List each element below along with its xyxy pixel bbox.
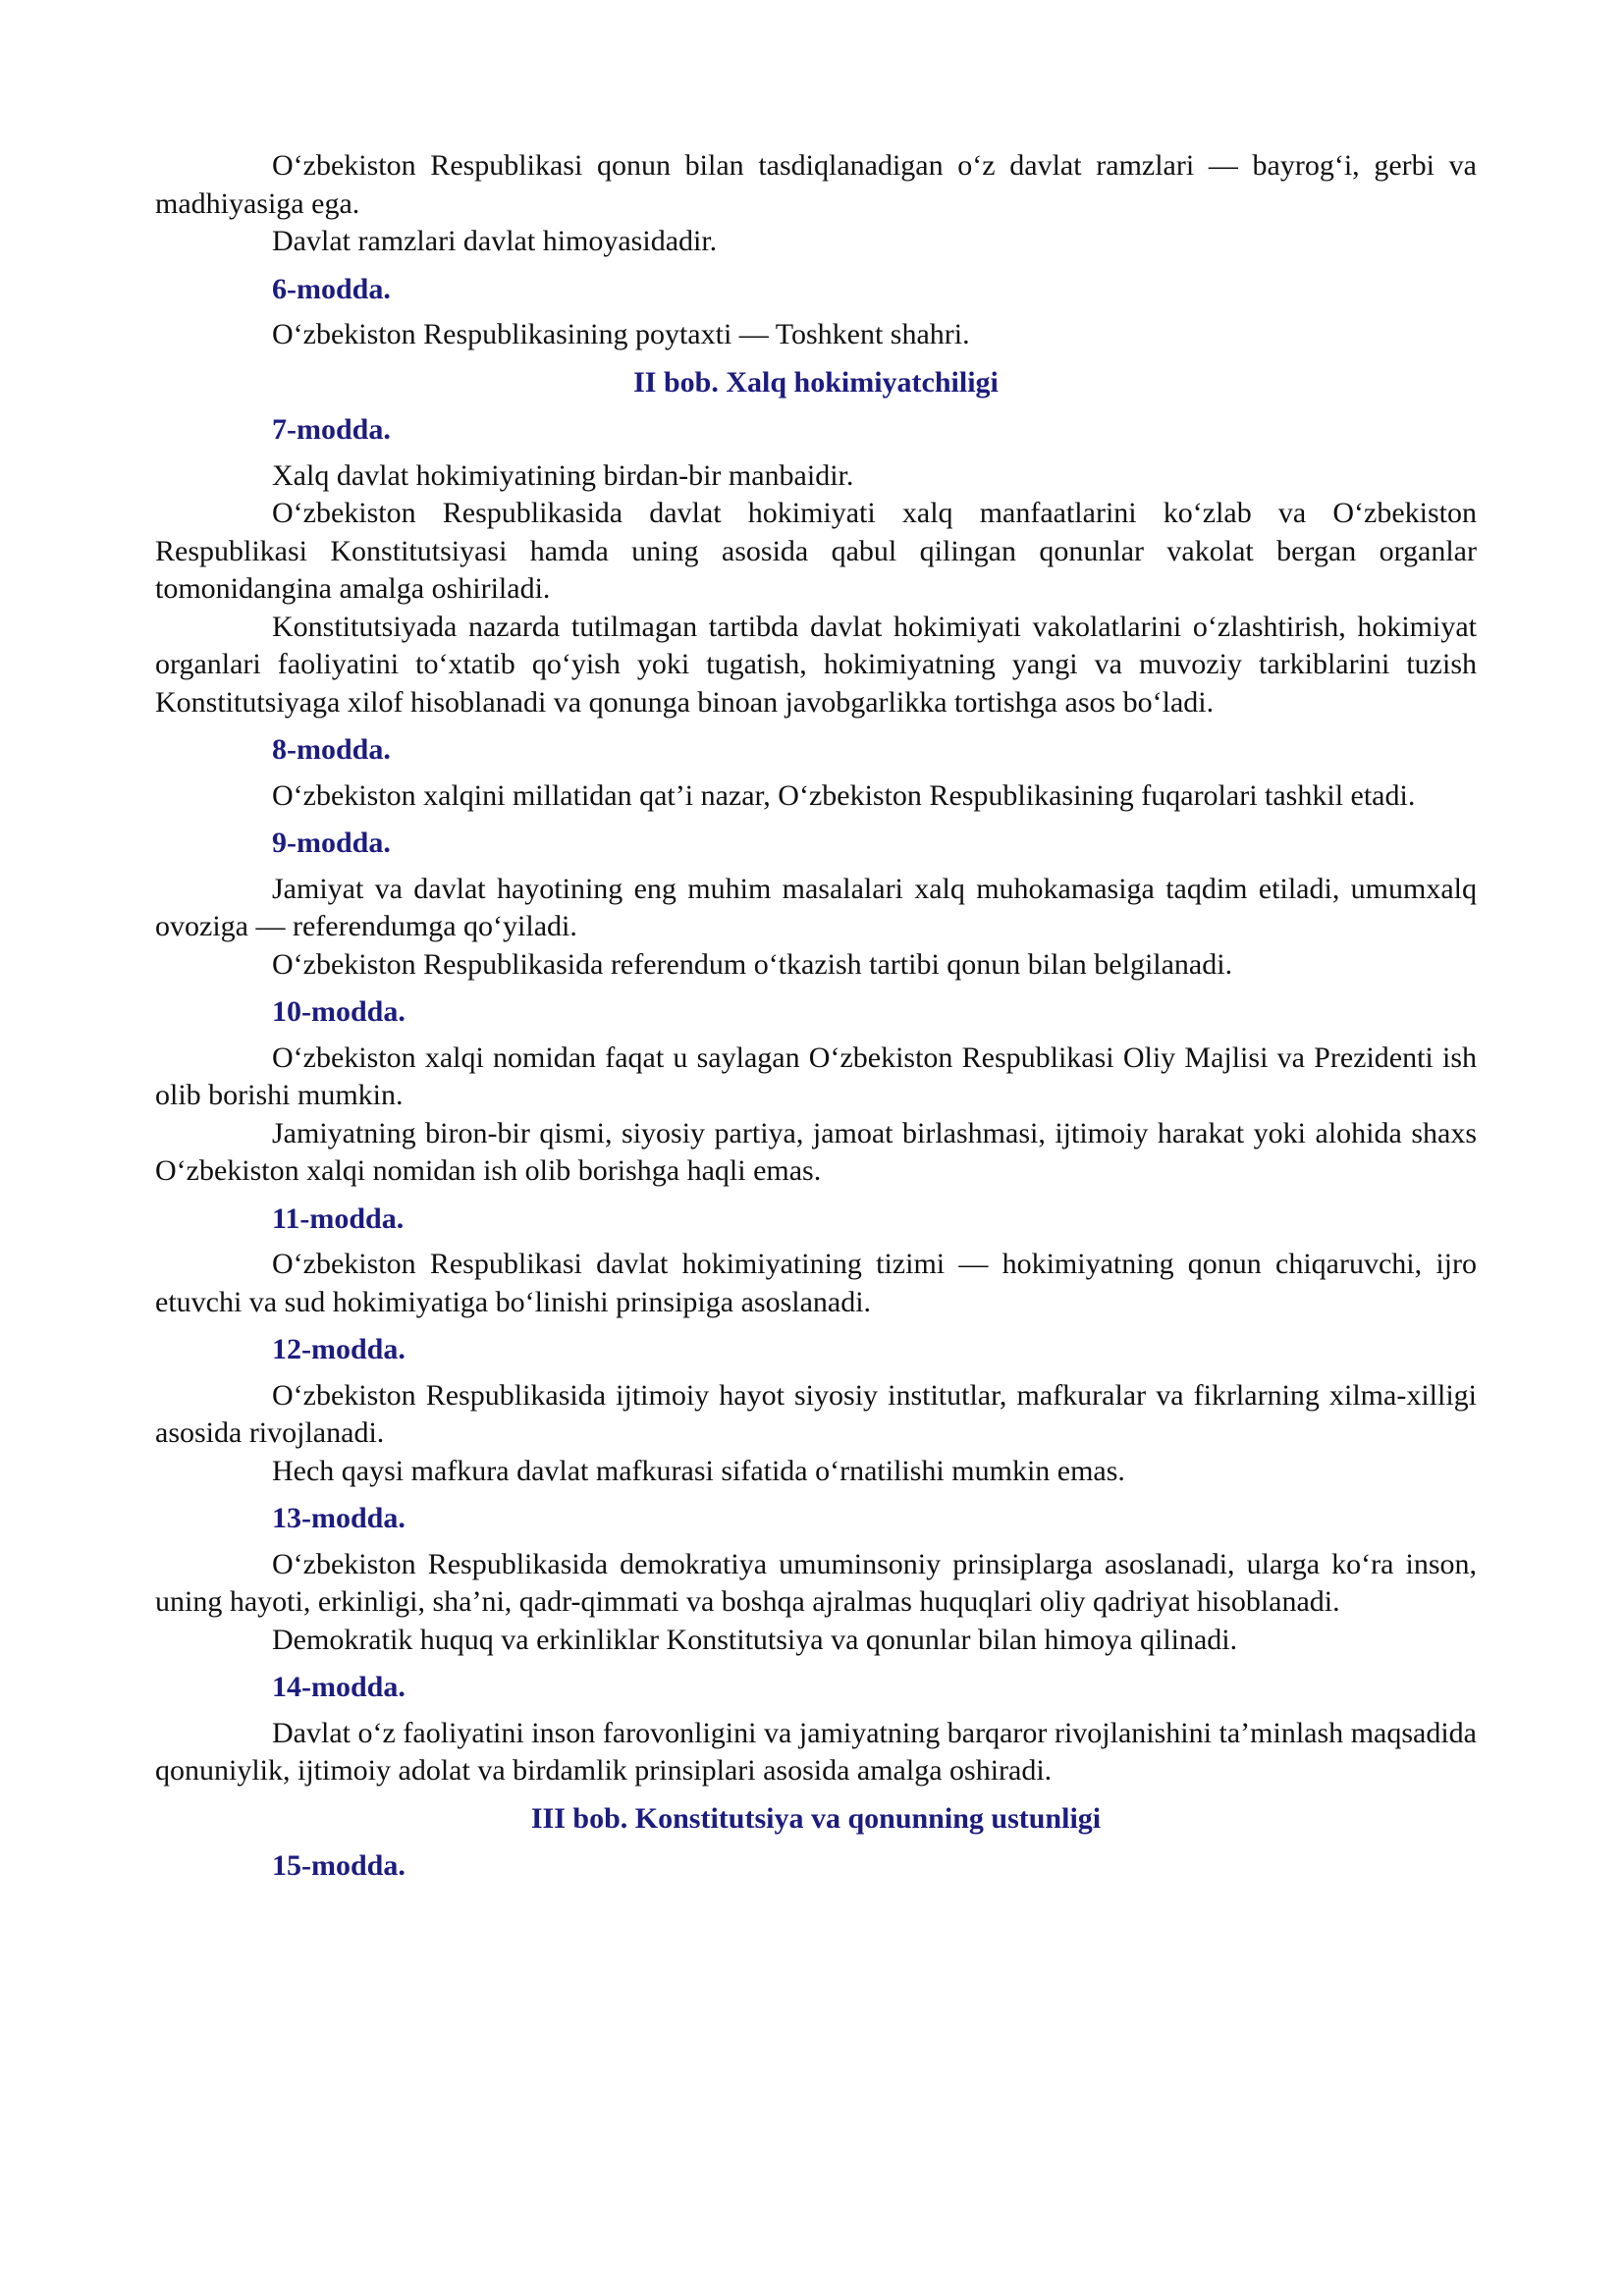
document-page: [155, 147, 1477, 1894]
article-heading: 12-modda.: [272, 1333, 406, 1365]
article-heading: 13-modda.: [272, 1502, 406, 1534]
chapter-title: III bob. Konstitutsiya va qonunning ustunligi: [530, 1801, 1102, 1835]
chapter-title: II bob. Xalq hokimiyatchiligi: [633, 365, 999, 399]
paragraph: O‘zbekiston Respublikasi qonun bilan tasdiqlanadigan o‘z davlat ramzlari — bayrog‘i, gerbi va madhiyasiga ega.: [155, 149, 1477, 220]
article-heading: 15-modda.: [272, 1849, 406, 1882]
paragraph: Demokratik huquq va erkinliklar Konstitutsiya va qonunlar bilan himoya qilinadi.: [272, 1623, 1238, 1656]
paragraph: O‘zbekiston Respublikasida davlat hokimiyati xalq manfaatlarini ko‘zlab va O‘zbekiston Respublikasi Konstitutsiyasi hamda uning asosida qabul qilingan qonunlar vakolat bergan organlar tomonidangina amalga oshiriladi.: [155, 497, 1477, 605]
paragraph: Davlat ramzlari davlat himoyasidadir.: [272, 225, 718, 257]
paragraph: Konstitutsiyada nazarda tutilmagan tartibda davlat hokimiyati vakolatlarini o‘zlashtirish, hokimiyat organlari faoliyatini to‘xtatib qo‘yish yoki tugatish, hokimiyatning yangi va muvoziy tarkiblarini tuzish Konstitutsiyaga xilof hisoblanadi va qonunga binoan javobgarlikka tortishga asos bo‘ladi.: [155, 610, 1477, 719]
article-heading: 9-modda.: [272, 827, 391, 859]
paragraph: Jamiyatning biron-bir qismi, siyosiy partiya, jamoat birlashmasi, ijtimoiy harakat yoki alohida shaxs O‘zbekiston xalqi nomidan ish olib borishga haqli emas.: [155, 1116, 1477, 1187]
paragraph: O‘zbekiston xalqi nomidan faqat u saylagan O‘zbekiston Respublikasi Oliy Majlisi va Prezidenti ish olib borishi mumkin.: [155, 1041, 1477, 1111]
article-heading: 8-modda.: [272, 733, 391, 766]
paragraph: Davlat o‘z faoliyatini inson farovonligini va jamiyatning barqaror rivojlanishini ta’minlash maqsadida qonuniylik, ijtimoiy adolat va birdamlik prinsiplari asosida amalga oshiradi.: [155, 1716, 1477, 1787]
paragraph: O‘zbekiston Respublikasida ijtimoiy hayot siyosiy institutlar, mafkuralar va fikrlarning xilma-xilligi asosida rivojlanadi.: [155, 1378, 1477, 1449]
paragraph: O‘zbekiston Respublikasida demokratiya umuminsoniy prinsiplarga asoslanadi, ularga ko‘ra inson, uning hayoti, erkinligi, sha’ni, qadr-qimmati va boshqa ajralmas huquqlari oliy qadriyat hisoblanadi.: [155, 1547, 1477, 1618]
paragraph: Hech qaysi mafkura davlat mafkurasi sifatida o‘rnatilishi mumkin emas.: [272, 1454, 1125, 1487]
article-heading: 11-modda.: [272, 1201, 405, 1235]
paragraph: Jamiyat va davlat hayotining eng muhim masalalari xalq muhokamasiga taqdim etiladi, umumxalq ovoziga — referendumga qo‘yiladi.: [155, 872, 1477, 942]
paragraph: Xalq davlat hokimiyatining birdan-bir manbaidir.: [272, 458, 854, 492]
article-heading: 6-modda.: [272, 272, 391, 305]
paragraph: O‘zbekiston xalqini millatidan qat’i nazar, O‘zbekiston Respublikasining fuqarolari tashkil etadi.: [272, 778, 1416, 812]
paragraph: O‘zbekiston Respublikasining poytaxti — Toshkent shahri.: [272, 318, 970, 350]
article-heading: 10-modda.: [272, 995, 406, 1028]
paragraph: O‘zbekiston Respublikasida referendum o‘tkazish tartibi qonun bilan belgilanadi.: [272, 947, 1233, 981]
article-heading: 14-modda.: [272, 1671, 406, 1703]
paragraph: O‘zbekiston Respublikasi davlat hokimiyatining tizimi — hokimiyatning qonun chiqaruvchi, ijro etuvchi va sud hokimiyatiga bo‘linishi prinsipiga asoslanadi.: [155, 1248, 1477, 1318]
article-heading: 7-modda.: [272, 413, 391, 446]
